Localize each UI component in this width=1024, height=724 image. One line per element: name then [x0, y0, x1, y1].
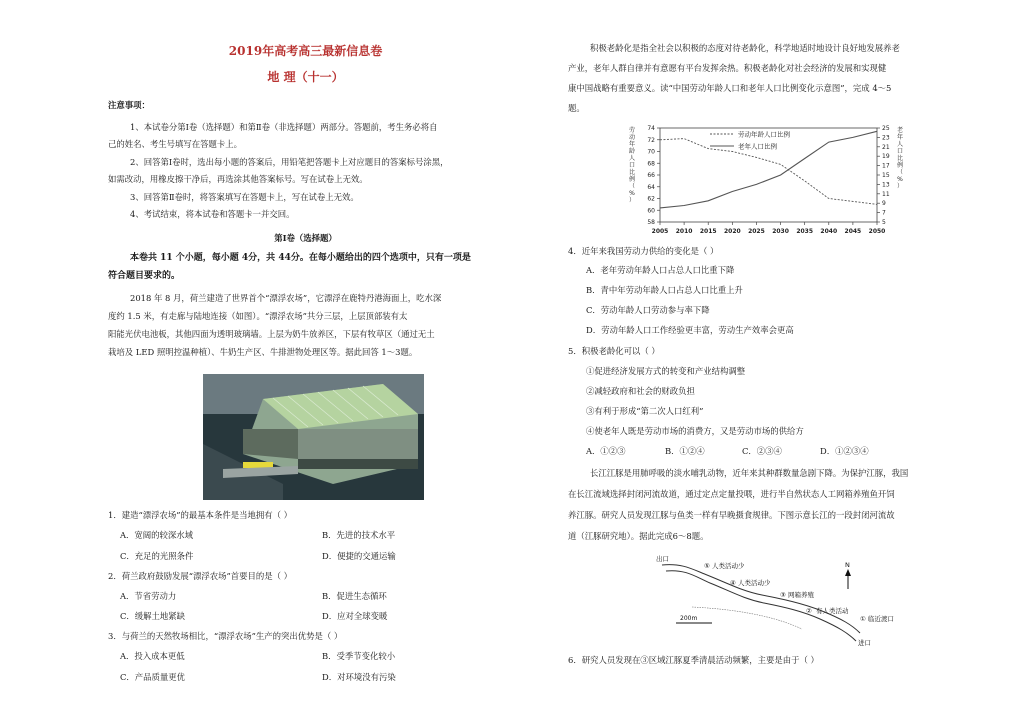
question-stem: 1．建造“漂浮农场”的最基本条件是当地拥有（ ）	[108, 510, 293, 520]
y-right-tick-label: 13	[882, 181, 890, 189]
option: D．应对全球变暖	[322, 611, 388, 621]
notice-line: 2、回答第Ⅰ卷时，选出每小题的答案后，用铅笔把答题卡上对应题目的答案标号涂黑，	[130, 157, 449, 167]
x-tick-label: 2045	[844, 228, 862, 235]
y-right-tick-label: 25	[882, 125, 890, 132]
north-arrow-icon	[845, 569, 851, 589]
passage-line: 道（江豚研究地）。据此完成6～8题。	[568, 531, 709, 541]
option: A．宽阔的较深水域	[120, 530, 194, 540]
y-right-tick-label: 21	[882, 143, 890, 151]
y-right-tick-label: 17	[882, 162, 890, 170]
map-number: ④	[730, 579, 736, 587]
passage-line: 长江江豚是用肺呼吸的淡水哺乳动物，近年来其种群数量急剧下降。为保护江豚，我国	[590, 468, 909, 478]
option: B．受季节变化较小	[322, 651, 396, 661]
y-left-tick-label: 60	[647, 207, 655, 215]
map-label: 网箱养殖	[788, 591, 814, 599]
exam-title: 2019年高考高三最新信息卷	[228, 44, 383, 58]
notice-line: 4、考试结束，将本试卷和答题卡一并交回。	[130, 209, 295, 219]
x-tick-label: 2040	[820, 228, 838, 235]
y-left-tick-label: 74	[647, 125, 655, 132]
y-right-tick-label: 23	[882, 134, 890, 142]
passage-line: 度约 1.5 米，有走廊与陆地连接（如图）。“漂浮农场”共分三层，上层顶部装有太	[108, 311, 408, 321]
option: C．产品质量更优	[120, 672, 186, 682]
x-tick-label: 2030	[772, 228, 789, 235]
x-tick-label: 2035	[796, 228, 814, 235]
option: D．对环境没有污染	[322, 672, 396, 682]
question-stem: 6．研究人员发现在③区域江豚夏季清晨活动频繁，主要是由于（ ）	[568, 655, 819, 665]
option: A．老年劳动年龄人口占总人口比重下降	[586, 265, 735, 275]
option: B．促进生态循环	[322, 591, 387, 601]
map-label: 人类活动少	[712, 562, 745, 570]
question-stem: 2．荷兰政府鼓励发展“漂浮农场”首要目的是（ ）	[108, 571, 293, 581]
y-left-tick-label: 62	[647, 195, 655, 203]
option: A．节省劳动力	[120, 591, 177, 601]
option: C．缓解土地紧缺	[120, 611, 186, 621]
option: B．①②④	[665, 446, 705, 456]
notice-line: 己的姓名、考生号填写在答题卡上。	[108, 139, 242, 149]
option: D．劳动年龄人口工作经验更丰富，劳动生产效率会更高	[586, 325, 794, 335]
x-tick-label: 2020	[723, 228, 741, 235]
option: D．①②③④	[820, 446, 869, 456]
section-intro: 符合题目要求的。	[108, 271, 181, 281]
statement: ②减轻政府和社会的财政负担	[586, 386, 695, 396]
option: A．投入成本更低	[120, 651, 185, 661]
y-right-tick-label: 19	[882, 153, 890, 161]
option: C．充足的光照条件	[120, 551, 194, 561]
y-left-tick-label: 72	[647, 136, 655, 144]
y-left-tick-label: 70	[647, 148, 655, 156]
passage-line: 康中国战略有重要意义。读“中国劳动年龄人口和老年人口比例变化示意图”，完成 4～5	[568, 83, 892, 93]
passage-line: 积极老龄化是指全社会以积极的态度对待老龄化，科学地适时地设计良好地发展养老	[590, 43, 900, 53]
statement: ①促进经济发展方式的转变和产业结构调整	[586, 366, 746, 376]
scale-label: 200m	[680, 615, 698, 622]
passage-line: 阳能光伏电池板，其他四面为透明玻璃墙。上层为奶牛放养区，下层有牧草区（通过无土	[108, 329, 435, 339]
y-right-tick-label: 11	[882, 190, 890, 198]
notice-line: 3、回答第Ⅱ卷时，将答案填写在答题卡上，写在试卷上无效。	[130, 192, 359, 202]
y-right-tick-label: 9	[882, 200, 886, 208]
y-left-tick-label: 64	[647, 183, 655, 191]
y-right-tick-label: 15	[882, 172, 890, 179]
option: B．青中年劳动年龄人口占总人口比重上升	[586, 285, 743, 295]
passage-line: 产业，老年人群自律并有意愿有平台发挥余热。积极老龄化对社会经济的发展和实现健	[568, 63, 887, 73]
section-title: 第Ⅰ卷（选择题）	[274, 233, 337, 243]
x-tick-label: 2010	[675, 228, 693, 235]
x-tick-label: 2015	[699, 228, 717, 235]
map-label: 临近渡口	[868, 615, 894, 623]
y-left-tick-label: 66	[647, 172, 655, 179]
map-number: ②	[806, 607, 812, 615]
x-tick-label: 2025	[748, 228, 765, 235]
y-left-axis-title: 劳动年龄人口比例（%）	[628, 127, 636, 204]
exam-subtitle: 地 理（十一）	[267, 70, 344, 84]
population-ratio-chart	[622, 122, 907, 240]
option: C．劳动年龄人口劳动参与率下降	[586, 305, 710, 315]
map-number: ⑤	[704, 562, 710, 570]
passage-line: 在长江流域选择封闭河流故道，通过定点定量投喂，进行半自然状态人工网箱养殖鱼开饲	[568, 489, 895, 499]
legend-label: 劳动年龄人口比例	[738, 130, 790, 139]
question-stem: 5．积极老龄化可以（ ）	[568, 346, 660, 356]
option: B．先进的技术水平	[322, 530, 396, 540]
river-channel-map	[652, 551, 912, 648]
y-left-tick-label: 68	[647, 160, 655, 168]
question-stem: 4．近年来我国劳动力供给的变化是（ ）	[568, 246, 719, 256]
legend-label: 老年人口比例	[738, 142, 777, 151]
notice-line: 1、本试卷分第Ⅰ卷（选择题）和第Ⅱ卷（非选择题）两部分。答题前，考生务必将自	[130, 122, 438, 132]
statement: ④使老年人既是劳动市场的消费方，又是劳动市场的供给方	[586, 426, 804, 436]
passage-line: 题。	[568, 103, 585, 113]
question-stem: 3．与荷兰的天然牧场相比，“漂浮农场”生产的突出优势是（ ）	[108, 631, 343, 641]
y-left-tick-label: 58	[647, 219, 655, 226]
map-label-entrance: 进口	[858, 639, 871, 647]
statement: ③有利于形成“第二次人口红利”	[586, 406, 704, 416]
map-label: 人类活动少	[738, 579, 771, 587]
notice-line: 如需改动，用橡皮擦干净后，再选涂其他答案标号。写在试卷上无效。	[108, 174, 368, 184]
x-tick-label: 2005	[651, 228, 669, 235]
y-right-axis-title: 老年人口比例（%）	[896, 127, 904, 190]
passage-line: 2018 年 8 月，荷兰建造了世界首个“漂浮农场”，它漂浮在鹿特丹港海面上，吃水深	[130, 293, 442, 303]
notice-heading: 注意事项：	[108, 100, 150, 110]
passage-line: 养江豚。研究人员发现江豚与鱼类一样有早晚摄食规律。下图示意长江的一段封闭河流故	[568, 510, 895, 520]
passage-line: 栽培及 LED 照明控温种植）、牛奶生产区、牛排泄物处理区等。据此回答 1～3题。	[108, 347, 418, 357]
map-label: 有人类活动	[816, 607, 849, 615]
option: D．便捷的交通运输	[322, 551, 396, 561]
map-label-exit: 出口	[656, 555, 669, 563]
map-number: ③	[780, 591, 786, 599]
floating-farm-image	[203, 374, 424, 500]
north-label: N	[845, 561, 850, 569]
option: A．①②③	[586, 446, 626, 456]
map-number: ①	[860, 615, 866, 623]
section-intro: 本卷共 11 个小题，每小题 4分，共 44分。在每小题给出的四个选项中，只有一项是	[130, 253, 471, 263]
option: C．②③④	[742, 446, 782, 456]
y-right-tick-label: 5	[882, 219, 886, 226]
y-right-tick-label: 7	[882, 209, 886, 217]
x-tick-label: 2050	[868, 228, 886, 235]
